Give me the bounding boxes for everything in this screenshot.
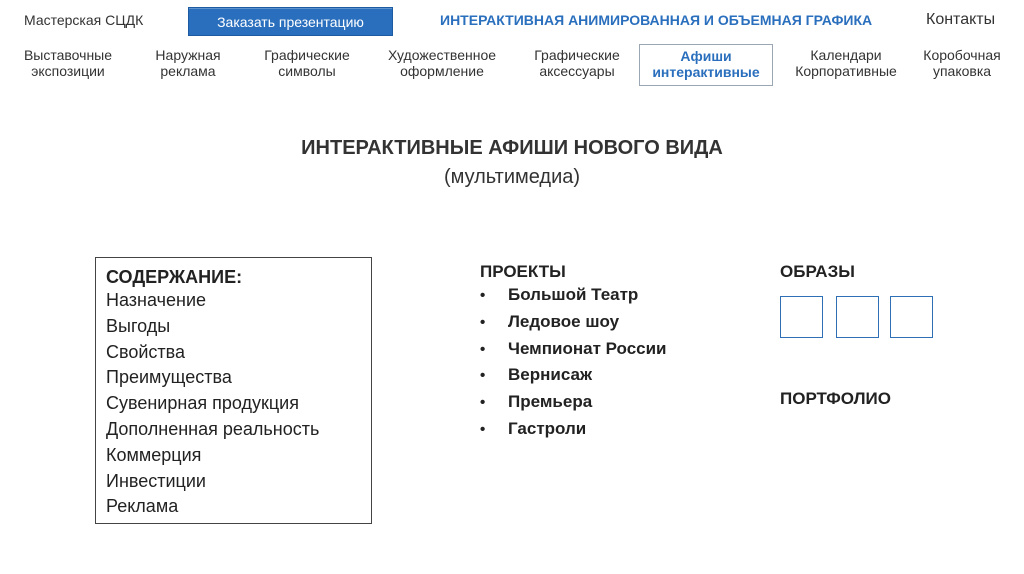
contents-item[interactable]: Преимущества	[106, 367, 232, 388]
images-heading: ОБРАЗЫ	[780, 262, 855, 281]
category-label: реклама	[160, 63, 216, 79]
top-bar	[0, 0, 1024, 42]
project-item[interactable]	[480, 336, 667, 363]
bullet: •	[480, 313, 486, 331]
project-item[interactable]	[480, 282, 667, 309]
portfolio-link[interactable]: ПОРТФОЛИО	[780, 389, 891, 408]
category-exhibitions[interactable]	[18, 47, 118, 79]
page-subtitle: (мультимедиа)	[443, 166, 581, 188]
bullet: •	[480, 420, 486, 438]
bullet: •	[480, 287, 486, 304]
contents-item[interactable]: Реклама	[106, 496, 179, 517]
contents-heading: СОДЕРЖАНИЕ:	[106, 267, 243, 287]
category-label: Афиши	[680, 48, 732, 64]
category-label: Коробочная	[923, 47, 1001, 63]
category-graphic-accessories[interactable]	[522, 47, 632, 79]
order-presentation-button[interactable]: Заказать презентацию	[188, 7, 393, 36]
category-label: Календари	[810, 47, 882, 63]
project-label: Большой Театр	[508, 285, 639, 304]
nav-interactive-graphics-link[interactable]: ИНТЕРАКТИВНАЯ АНИМИРОВАННАЯ И ОБЪЕМНАЯ ГРАФИКА	[440, 12, 873, 28]
category-label: Художественное	[387, 47, 497, 63]
contents-item[interactable]: Назначение	[106, 290, 207, 310]
category-interactive-posters[interactable]	[639, 44, 773, 86]
project-label: Ледовое шоу	[508, 311, 620, 331]
page-title: ИНТЕРАКТИВНЫЕ АФИШИ НОВОГО ВИДА	[301, 137, 723, 159]
bullet: •	[480, 394, 486, 412]
category-graphic-symbols[interactable]	[254, 47, 360, 79]
contacts-link[interactable]: Контакты	[926, 11, 996, 28]
project-item[interactable]	[480, 389, 667, 416]
image-thumbnail[interactable]	[890, 296, 933, 338]
category-label: интерактивные	[652, 64, 760, 80]
category-box-packaging[interactable]	[912, 47, 1012, 79]
contents-item[interactable]: Свойства	[106, 341, 186, 362]
category-nav	[0, 44, 1024, 88]
contents-item[interactable]: Дополненная реальность	[106, 418, 320, 439]
projects-heading: ПРОЕКТЫ	[480, 262, 566, 281]
category-label: Выставочные	[23, 47, 113, 63]
project-label: Чемпионат России	[508, 338, 667, 358]
category-label: символы	[278, 63, 336, 79]
category-art-design[interactable]	[380, 47, 504, 79]
project-label: Премьера	[508, 392, 593, 412]
category-label: Графические	[264, 47, 350, 63]
image-thumbnail[interactable]	[780, 296, 823, 338]
category-label: аксессуары	[539, 63, 615, 79]
contents-item[interactable]: Коммерция	[106, 444, 202, 465]
category-label: экспозиции	[31, 63, 105, 79]
project-item[interactable]	[480, 362, 667, 389]
project-label: Гастроли	[508, 418, 587, 438]
category-label: оформление	[400, 63, 484, 79]
project-label: Вернисаж	[508, 365, 593, 385]
category-label: Корпоративные	[795, 63, 897, 79]
bullet: •	[480, 340, 486, 358]
project-item[interactable]	[480, 416, 667, 443]
bullet: •	[480, 367, 486, 385]
contents-item[interactable]: Сувенирная продукция	[106, 393, 299, 414]
category-label: упаковка	[932, 63, 992, 79]
image-thumbnail[interactable]	[836, 296, 879, 338]
contents-box	[95, 257, 372, 524]
category-label: Графические	[534, 47, 620, 63]
project-item[interactable]	[480, 309, 667, 336]
contents-item[interactable]: Выгоды	[106, 315, 171, 336]
projects-section	[480, 262, 667, 443]
category-corporate-calendars[interactable]	[784, 47, 908, 79]
contents-item[interactable]: Инвестиции	[106, 470, 206, 491]
studio-name-link[interactable]: Мастерская СЦДК	[24, 12, 144, 28]
category-label: Наружная	[155, 47, 221, 63]
category-outdoor-ads[interactable]	[146, 47, 230, 79]
